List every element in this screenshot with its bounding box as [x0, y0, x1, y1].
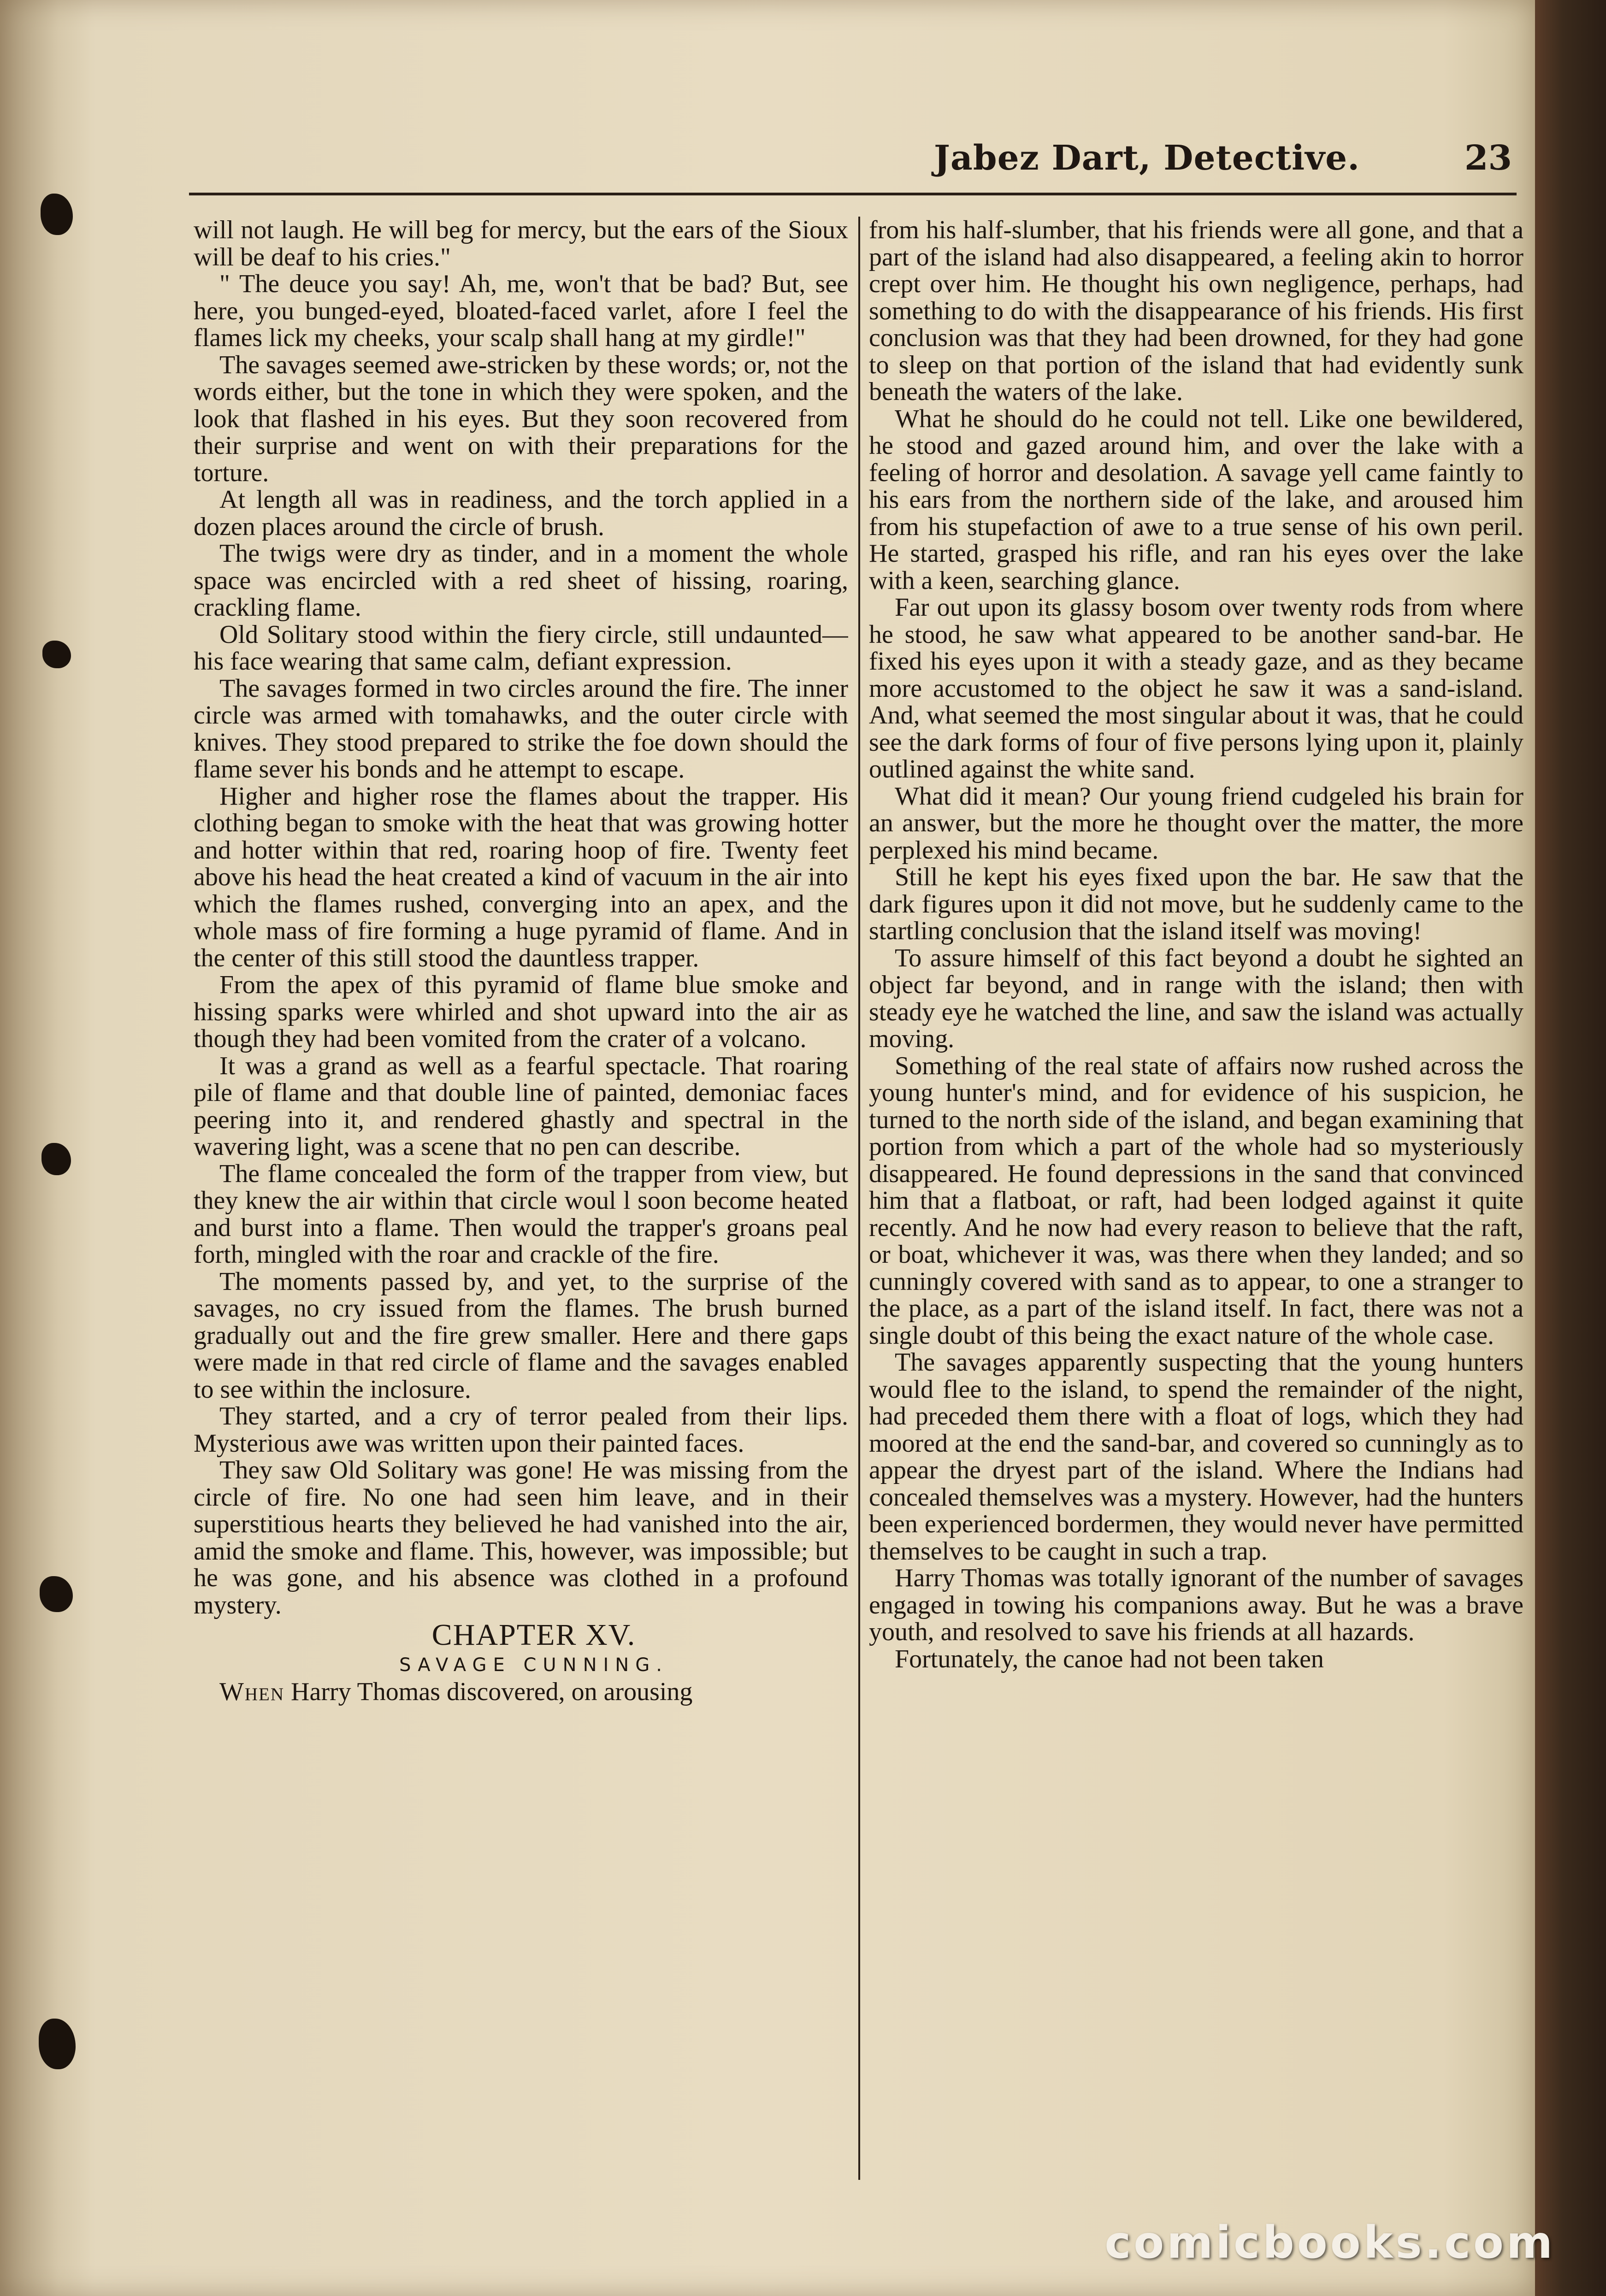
left-column	[194, 217, 848, 2189]
header-rule	[189, 193, 1517, 195]
right-column	[869, 217, 1523, 2189]
paragraph: What he should do he could not tell. Like one bewildered, he stood and gazed around him, and over the lake with a feeling of horror and desolation. A savage yell came faintly to his ears from the northern side of the lake, and aroused him from his stupefaction of awe to a true sense of his own peril. He started, grasped his rifle, and ran his eyes over the lake with a keen, searching glance.	[869, 404, 1523, 595]
paragraph: What did it mean? Our young friend cudgeled his brain for an answer, but the more he thought over the matter, the more perplexed his mind became.	[869, 782, 1523, 865]
paragraph: They started, and a cry of terror pealed from their lips. Mysterious awe was written upon their painted faces.	[194, 1402, 848, 1458]
paragraph: Old Solitary stood within the fiery circle, still undaunted—his face wearing that same calm, defiant expression.	[194, 620, 848, 676]
chapter-opening-paragraph	[194, 1678, 848, 1706]
paragraph: The twigs were dry as tinder, and in a moment the whole space was encircled with a red sheet of hissing, roaring, crackling flame.	[194, 539, 848, 622]
paragraph: Harry Thomas was totally ignorant of the number of savages engaged in towing his companions away. But he was a brave youth, and resolved to save his friends at all hazards.	[869, 1564, 1523, 1646]
watermark: comicbooks.com	[1104, 2217, 1555, 2268]
paragraph: The savages formed in two circles around the fire. The inner circle was armed with tomahawks, and the outer circle with knives. They stood prepared to strike the foe down should the flame sever his bonds and he attempt to escape.	[194, 674, 848, 783]
paragraph: The flame concealed the form of the trapper from view, but they knew the air within that circle woul l soon become heated and burst into a flame. Then would the trapper's groans peal forth, mingled with the roar and crackle of the fire.	[194, 1159, 848, 1269]
page-header	[194, 138, 1512, 194]
paragraph: will not laugh. He will beg for mercy, but the ears of the Sioux will be deaf to his cries."	[194, 217, 848, 271]
paragraph: Far out upon its glassy bosom over twenty rods from where he stood, he saw what appeared to be another sand-bar. He fixed his eyes upon it with a steady gaze, and as they became more accustomed to the object he saw it was a sand-island. And, what seemed the most singular about it was, that he could see the dark forms of four of five persons lying upon it, plainly outlined against the white sand.	[869, 593, 1523, 783]
chapter-opening-word: When	[219, 1678, 285, 1706]
chapter-subtitle: SAVAGE CUNNING.	[399, 1654, 668, 1676]
paragraph: Higher and higher rose the flames about the trapper. His clothing began to smoke with the heat that was growing hotter and hotter within that red, roaring hoop of fire. Twenty feet above his head the heat created a kind of vacuum in the air into which the flames rushed, converging into an apex, and the whole mass of fire forming a huge pyramid of flame. And in the center of this still stood the dauntless trapper.	[194, 782, 848, 972]
paragraph: The moments passed by, and yet, to the surprise of the savages, no cry issued from the flames. The brush burned gradually out and the fire grew smaller. Here and there gaps were made in that red circle of flame and the savages enabled to see within the inclosure.	[194, 1267, 848, 1404]
paragraph: Fortunately, the canoe had not been taken	[895, 1644, 1324, 1673]
paragraph: Something of the real state of affairs now rushed across the young hunter's mind, and for evidence of his suspicion, he turned to the north side of the island, and began examining that portion from which a part of the whole had so mysteriously disappeared. He found depressions in the sand that convinced him that a flatboat, or raft, had been lodged against it quite recently. And he now had every reason to believe that the raft, or boat, whichever it was, was there when they landed; and so cunningly covered with sand as to appear, to one a stranger to the place, as a part of the island itself. In fact, there was not a single doubt of this being the exact nature of the whole case.	[869, 1051, 1523, 1350]
paragraph: To assure himself of this fact beyond a doubt he sighted an object far beyond, and in range with the island; then with steady eye he watched the line, and saw the island was actually moving.	[869, 943, 1523, 1053]
paragraph: They saw Old Solitary was gone! He was missing from the circle of fire. No one had seen him leave, and in their superstitious hearts they believed he had vanished into the air, amid the smoke and flame. This, however, was impossible; but he was gone, and his absence was clothed in a profound mystery.	[194, 1456, 848, 1619]
running-title: Jabez Dart, Detective.	[933, 138, 1360, 178]
chapter-opening-text: Harry Thomas discovered, on arousing	[284, 1678, 693, 1706]
paragraph: from his half-slumber, that his friends were all gone, and that a part of the island had also disappeared, a feeling akin to horror crept over him. He thought his own negligence, perhaps, had something to do with the disappearance of his friends. His first conclusion was that they had been drowned, for they had gone to sleep on that portion of the island that had evidently sunk beneath the waters of the lake.	[869, 217, 1523, 406]
page-edge-background	[1535, 0, 1606, 2296]
paragraph: The savages apparently suspecting that the young hunters would flee to the island, to spend the remainder of the night, had preceded them there with a float of logs, which they had moored at the end the sand-bar, and covered so cunningly as to appear the dryest part of the island. Where the Indians had concealed themselves was a mystery. However, had the hunters been experienced bordermen, they would never have permitted themselves to be caught in such a trap.	[869, 1348, 1523, 1566]
paragraph: The savages seemed awe-stricken by these words; or, not the words either, but the tone in which they were spoken, and the look that flashed in his eyes. But they soon recovered from their surprise and went on with their preparations for the torture.	[194, 350, 848, 487]
paragraph: " The deuce you say! Ah, me, won't that be bad? But, see here, you bunged-eyed, bloated-faced varlet, afore I feel the flames lick my cheeks, your scalp shall hang at my girdle!"	[194, 270, 848, 352]
paragraph: Still he kept his eyes fixed upon the bar. He saw that the dark figures upon it did not move, but he suddenly came to the startling conclusion that the island itself was moving!	[869, 863, 1523, 945]
paragraph: From the apex of this pyramid of flame blue smoke and hissing sparks were whirled and shot upward into the air as though they had been vomited from the crater of a volcano.	[194, 971, 848, 1053]
paragraph: At length all was in readiness, and the torch applied in a dozen places around the circle of brush.	[194, 485, 848, 541]
paragraph: It was a grand as well as a fearful spectacle. That roaring pile of flame and that double line of painted, demoniac faces peering into it, and rendered ghastly and spectral in the wavering light, was a scene that no pen can describe.	[194, 1051, 848, 1161]
chapter-heading: CHAPTER XV.	[431, 1618, 636, 1652]
page-number: 23	[1464, 138, 1512, 178]
column-divider	[858, 217, 860, 2180]
